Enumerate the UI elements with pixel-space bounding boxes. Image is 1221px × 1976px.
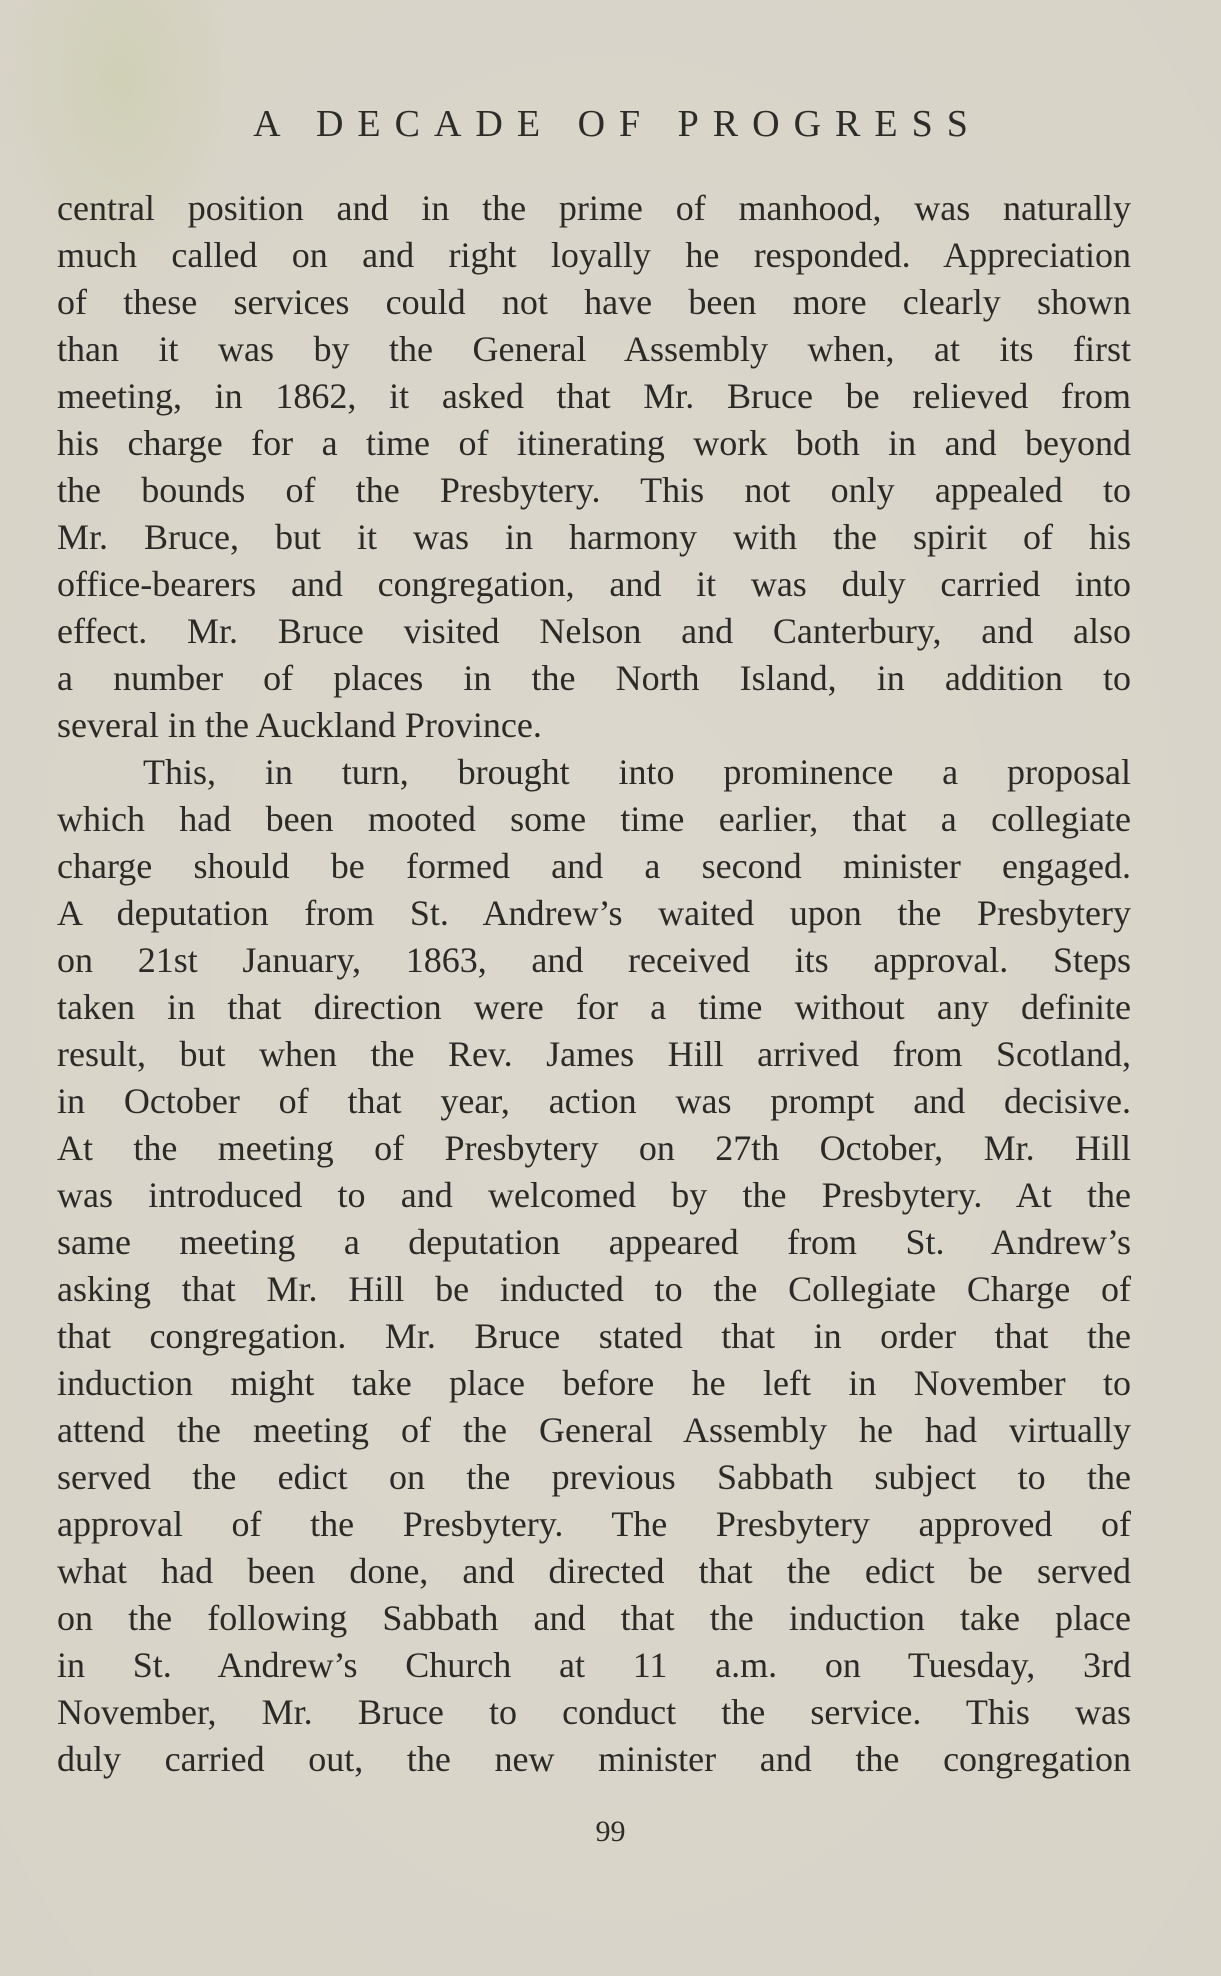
text-line: same meeting a deputation appeared from St. Andrew’s	[57, 1222, 1131, 1262]
text-line: approval of the Presbytery. The Presbytery approved of	[57, 1504, 1131, 1544]
text-line: which had been mooted some time earlier, that a collegiate	[57, 799, 1131, 839]
paragraph-start-line: This, in turn, brought into prominence a proposal	[143, 752, 1131, 792]
paragraph-end-line: several in the Auckland Province.	[57, 705, 542, 745]
text-line: what had been done, and directed that the edict be served	[57, 1551, 1131, 1591]
text-line: effect. Mr. Bruce visited Nelson and Canterbury, and also	[57, 611, 1131, 651]
text-line: meeting, in 1862, it asked that Mr. Bruce be relieved from	[57, 376, 1131, 416]
text-line: result, but when the Rev. James Hill arrived from Scotland,	[57, 1034, 1131, 1074]
text-line: duly carried out, the new minister and the congregation	[57, 1739, 1131, 1779]
text-line: in October of that year, action was prompt and decisive.	[57, 1081, 1131, 1121]
text-line: charge should be formed and a second minister engaged.	[57, 846, 1131, 886]
text-line: attend the meeting of the General Assembly he had virtually	[57, 1410, 1131, 1450]
text-line: office-bearers and congregation, and it was duly carried into	[57, 564, 1131, 604]
text-line: his charge for a time of itinerating work both in and beyond	[57, 423, 1131, 463]
text-line: taken in that direction were for a time without any definite	[57, 987, 1131, 1027]
text-line: in St. Andrew’s Church at 11 a.m. on Tuesday, 3rd	[57, 1645, 1131, 1685]
text-line: was introduced to and welcomed by the Presbytery. At the	[57, 1175, 1131, 1215]
text-line: than it was by the General Assembly when, at its first	[57, 329, 1131, 369]
text-line: November, Mr. Bruce to conduct the service. This was	[57, 1692, 1131, 1732]
text-line: a number of places in the North Island, in addition to	[57, 658, 1131, 698]
body-text	[57, 185, 1131, 1783]
text-line: A deputation from St. Andrew’s waited upon the Presbytery	[57, 893, 1131, 933]
text-line: on the following Sabbath and that the induction take place	[57, 1598, 1131, 1638]
text-line: on 21st January, 1863, and received its approval. Steps	[57, 940, 1131, 980]
text-line: induction might take place before he left in November to	[57, 1363, 1131, 1403]
page-number: 99	[595, 1815, 626, 1848]
text-line: central position and in the prime of manhood, was naturally	[57, 188, 1131, 228]
text-line: At the meeting of Presbytery on 27th October, Mr. Hill	[57, 1128, 1131, 1168]
text-line: that congregation. Mr. Bruce stated that in order that the	[57, 1316, 1131, 1356]
text-line: of these services could not have been more clearly shown	[57, 282, 1131, 322]
text-line: served the edict on the previous Sabbath subject to the	[57, 1457, 1131, 1497]
running-head: A DECADE OF PROGRESS	[253, 103, 982, 145]
text-line: asking that Mr. Hill be inducted to the Collegiate Charge of	[57, 1269, 1131, 1309]
text-line: the bounds of the Presbytery. This not only appealed to	[57, 470, 1131, 510]
text-line: Mr. Bruce, but it was in harmony with the spirit of his	[57, 517, 1131, 557]
text-line: much called on and right loyally he responded. Appreciation	[57, 235, 1131, 275]
